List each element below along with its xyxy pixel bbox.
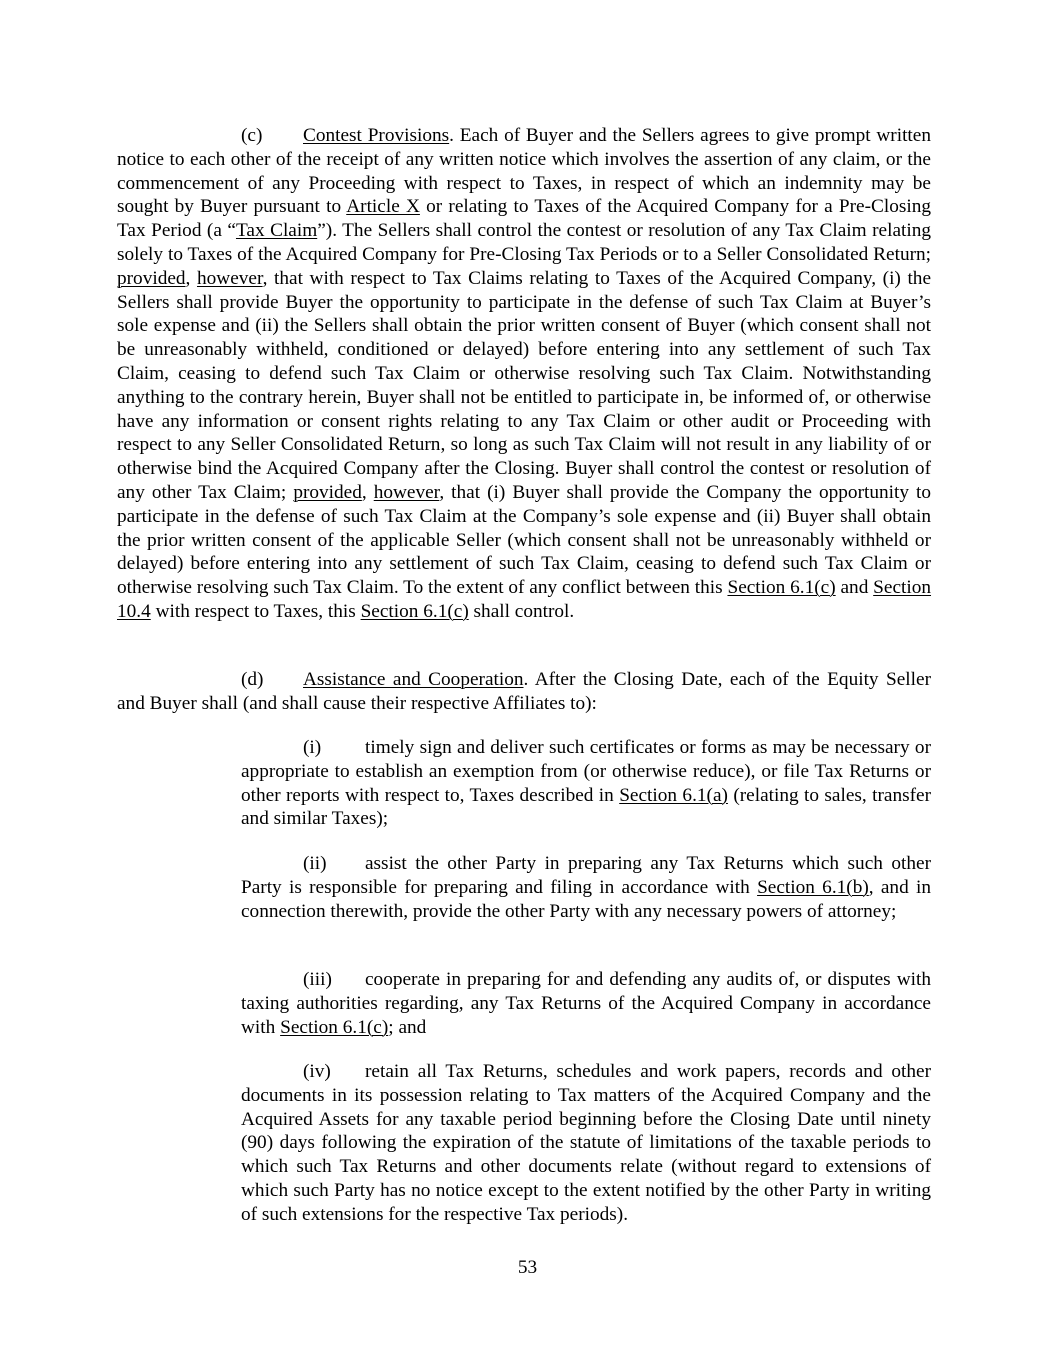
provided-term: provided xyxy=(293,481,362,503)
item-text: assist the other Party in preparing any Tax Returns which such other Party is responsible for preparing and filing in accordance with xyxy=(241,853,931,898)
section-c-text: or relating to Taxes of the Acquired Company for a Pre-Closing Tax Period (a “ xyxy=(117,196,931,242)
section-c-text: with respect to Taxes, this xyxy=(150,600,361,622)
section-d-text: . After the Closing Date, each of the Equity Seller and Buyer shall (and shall cause their respective Affiliates to): xyxy=(117,669,931,714)
section-c-text: , that with respect to Tax Claims relating to Taxes of the Acquired Company, (i) the Sellers shall provide Buyer the opportunity to participate in the defense of such Tax Claim at Buyer’s sole expense and (ii) the Sellers shall obtain the prior written consent of Buyer (which consent shall not be unreasonably withheld, conditioned or delayed) before entering into any settlement of such Tax Claim, ceasing to defend such Tax Claim or otherwise resolving such Tax Claim. Notwithstanding anything to the contrary herein, Buyer shall not be entitled to participate in, be informed of, or otherwise have any information or consent rights relating to any Tax Claim or other audit or Proceeding with respect to any Seller Consolidated Return, so long as such Tax Claim will not result in any liability of or otherwise bind the Acquired Company after the Closing. Buyer shall control the contest or resolution of any other Tax Claim; xyxy=(117,267,932,503)
section-c-text: . Each of Buyer and the Sellers agrees to give prompt written notice to each other of the receipt of any written notice which involves the assertion of any claim, or the commencement of any Proceeding with respect to Taxes, in respect of which an indemnity may be sought by Buyer pursuant to xyxy=(117,125,931,218)
item-number: (iv) xyxy=(303,1061,331,1082)
section-c-text: , xyxy=(361,481,374,503)
item-number: (iii) xyxy=(303,969,332,990)
section-d-paragraph xyxy=(117,668,931,716)
item-number: (ii) xyxy=(303,853,327,874)
section-c-text: , xyxy=(185,267,197,289)
list-item xyxy=(241,1060,931,1227)
list-item xyxy=(241,968,931,1039)
section-c-paragraph xyxy=(117,124,931,624)
tax-claim-defined-term: Tax Claim xyxy=(235,220,318,242)
item-text: (relating to sales, transfer and similar Taxes); xyxy=(241,784,931,830)
section-c-number: (c) xyxy=(241,125,263,146)
item-number: (i) xyxy=(303,737,322,758)
item-text: timely sign and deliver such certificates or forms as may be necessary or appropriate to establish an exemption from (or otherwise reduce), or file Tax Returns or other reports with respect to, Taxes described in xyxy=(241,737,931,806)
however-term: however xyxy=(373,481,440,503)
section-6-1-c-reference: Section 6.1(c) xyxy=(280,1016,389,1038)
article-x-reference: Article X xyxy=(346,196,420,218)
item-text: ; and xyxy=(388,1016,427,1038)
item-text: , and in connection therewith, provide the other Party with any necessary powers of attorney; xyxy=(241,876,931,922)
item-text: cooperate in preparing for and defending any audits of, or disputes with taxing authorities regarding, any Tax Returns of the Acquired Company in accordance with xyxy=(241,969,931,1038)
section-d-heading: Assistance and Cooperation xyxy=(303,669,524,690)
section-6-1-a-reference: Section 6.1(a) xyxy=(619,784,728,806)
section-6-1-c-reference: Section 6.1(c) xyxy=(727,577,836,599)
section-c-text: shall control. xyxy=(468,600,575,622)
section-6-1-c-reference: Section 6.1(c) xyxy=(360,600,469,622)
provided-term: provided xyxy=(117,267,186,289)
section-6-1-b-reference: Section 6.1(b) xyxy=(757,876,869,898)
list-item xyxy=(241,736,931,831)
section-c-heading: Contest Provisions xyxy=(303,125,450,146)
however-term: however xyxy=(196,267,263,289)
section-d-number: (d) xyxy=(241,669,264,690)
item-text: retain all Tax Returns, schedules and work papers, records and other documents in its possession relating to Tax matters of the Acquired Company and the Acquired Assets for any taxable period beginning before the Closing Date until ninety (90) days following the expiration of the statute of limitations of the taxable periods to which such Tax Returns and other documents relate (without regard to extensions of which such Party has no notice except to the extent notified by the other Party in writing of such extensions for the respective Tax periods). xyxy=(241,1061,931,1225)
page-number: 53 xyxy=(517,1257,538,1278)
section-c-text: , that (i) Buyer shall provide the Company the opportunity to participate in the defense of such Tax Claim at the Company’s sole expense and (ii) Buyer shall obtain the prior written consent of the applicable Seller (which consent shall not be unreasonably withheld or delayed) before entering into any settlement of such Tax Claim, ceasing to defend such Tax Claim or otherwise resolving such Tax Claim. To the extent of any conflict between this xyxy=(117,481,931,599)
section-c-text: and xyxy=(835,577,874,599)
section-10-4-reference: Section 10.4 xyxy=(117,577,932,622)
list-item xyxy=(241,852,931,923)
section-c-text: ”). The Sellers shall control the contest or resolution of any Tax Claim relating solely to Taxes of the Acquired Company for Pre-Closing Tax Periods or to a Seller Consolidated Return; xyxy=(117,220,931,265)
